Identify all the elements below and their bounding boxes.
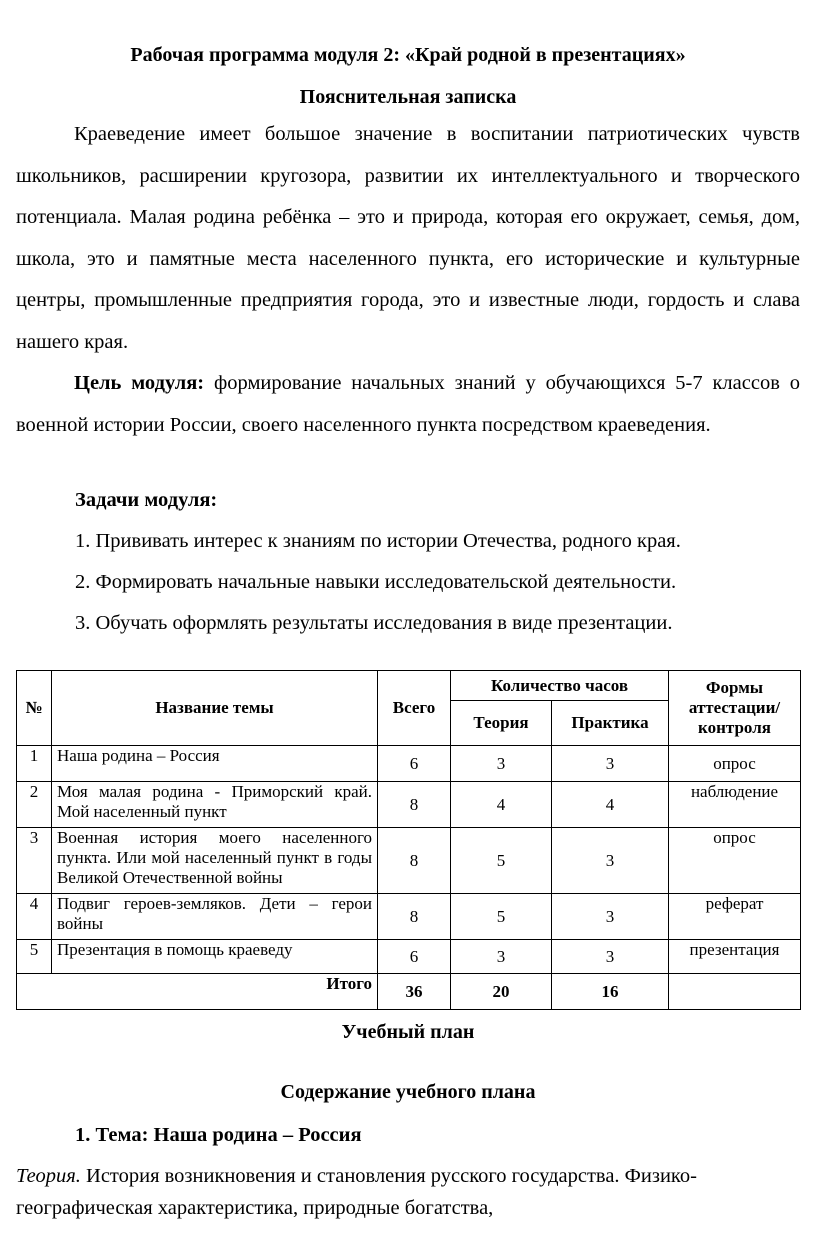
totals-total: 36 [378,974,451,1010]
table-row [17,894,801,940]
row-name: Наша родина – Россия [52,746,378,782]
intro-paragraph: Краеведение имеет большое значение в воспитании патриотических чувств школьников, расширении кругозора, развитии их интеллектуального и творческого потенциала. Малая родина ребёнка – это и природа, которая его окружает, семья, дом, школа, это и памятные места населенного пункта, его исторические и культурные центры, промышленные предприятия города, это и известные люди, гордость и слава нашего края. [16,123,800,353]
header-forms: Формы аттестации/ контроля [669,671,801,746]
row-num: 1 [17,746,52,782]
topic-heading: 1. Тема: Наша родина – Россия [75,1124,362,1146]
row-form: реферат [669,894,801,940]
row-total: 8 [378,782,451,828]
header-hours: Количество часов [451,671,669,701]
program-title: Рабочая программа модуля 2: «Край родной в презентациях» [130,44,686,66]
totals-theory: 20 [451,974,552,1010]
row-theory: 3 [451,746,552,782]
table-header-row [17,671,801,701]
row-theory: 5 [451,894,552,940]
row-name: Моя малая родина - Приморский край. Мой населенный пункт [52,782,378,828]
totals-practice: 16 [552,974,669,1010]
row-practice: 3 [552,828,669,894]
row-total: 6 [378,746,451,782]
row-theory: 5 [451,828,552,894]
header-total: Всего [378,671,451,746]
row-num: 3 [17,828,52,894]
theory-text: История возникновения и становления русского государства. Физико-географическая характеристика, природные богатства, [16,1165,697,1219]
note-title: Пояснительная записка [299,86,517,108]
table-totals-row [17,974,801,1010]
row-practice: 3 [552,940,669,974]
row-total: 6 [378,940,451,974]
row-practice: 3 [552,894,669,940]
table-row [17,828,801,894]
table-row [17,782,801,828]
plan-caption: Учебный план [341,1021,475,1043]
header-num: № [17,671,52,746]
goal-text: формирование начальных знаний у обучающихся 5-7 классов о военной истории России, своего населенного пункта посредством краеведения. [16,372,800,436]
row-name: Военная история моего населенного пункта. Или мой населенный пункт в годы Великой Отечественной войны [52,828,378,894]
curriculum-table [16,670,801,1010]
goal-paragraph [16,363,800,446]
table-row [17,746,801,782]
row-name: Подвиг героев-земляков. Дети – герои войны [52,894,378,940]
totals-label: Итого [17,974,378,1010]
row-num: 2 [17,782,52,828]
row-form: опрос [669,828,801,894]
task-item: 1. Прививать интерес к знаниям по истории Отечества, родного края. [75,530,681,552]
row-num: 4 [17,894,52,940]
row-total: 8 [378,894,451,940]
row-form: наблюдение [669,782,801,828]
row-theory: 4 [451,782,552,828]
row-num: 5 [17,940,52,974]
totals-form-empty [669,974,801,1010]
header-practice: Практика [552,701,669,746]
tasks-title: Задачи модуля: [75,489,218,511]
header-theory: Теория [451,701,552,746]
row-practice: 3 [552,746,669,782]
row-form: презентация [669,940,801,974]
row-practice: 4 [552,782,669,828]
row-total: 8 [378,828,451,894]
table-row [17,940,801,974]
content-title: Содержание учебного плана [280,1081,536,1103]
goal-label: Цель модуля: [74,372,205,394]
theory-label: Теория. [16,1165,81,1187]
row-name: Презентация в помощь краеведу [52,940,378,974]
row-theory: 3 [451,940,552,974]
theory-paragraph [16,1160,800,1224]
header-name: Название темы [52,671,378,746]
task-item: 2. Формировать начальные навыки исследовательской деятельности. [75,571,677,593]
row-form: опрос [669,746,801,782]
task-item: 3. Обучать оформлять результаты исследования в виде презентации. [75,612,673,634]
